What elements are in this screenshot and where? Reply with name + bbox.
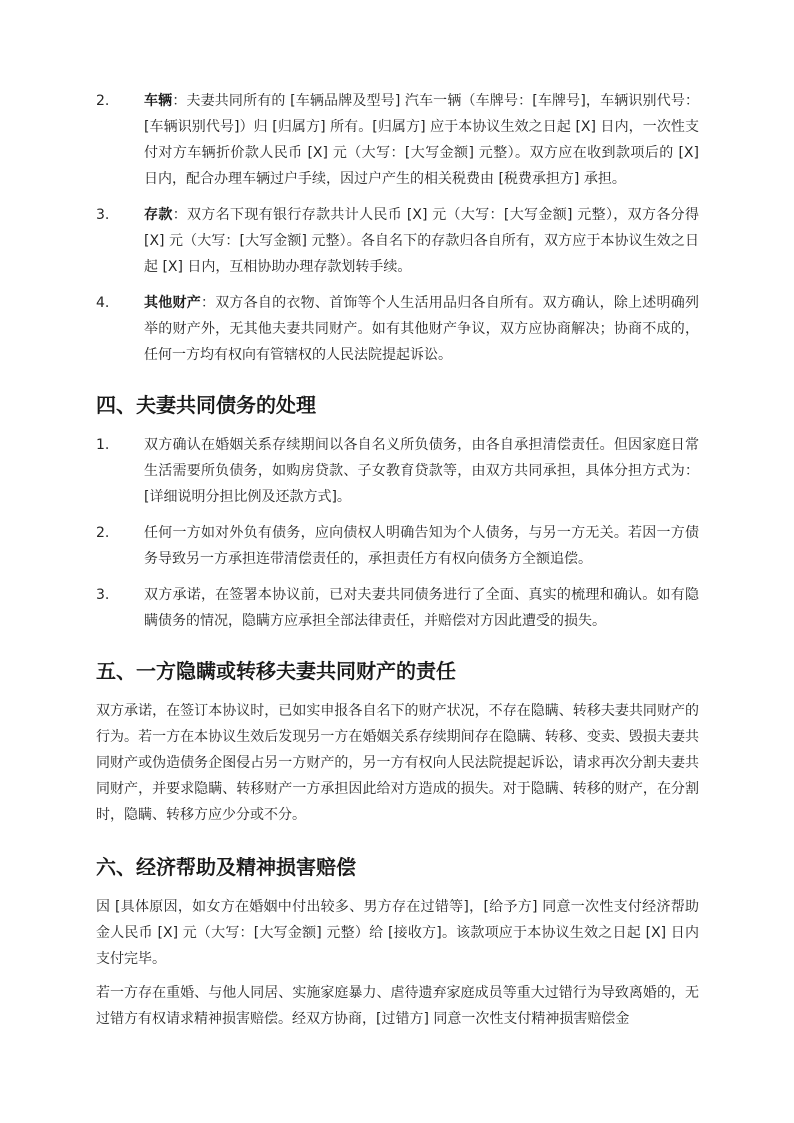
list-item (96, 432, 699, 510)
paragraph: 因 [具体原因，如女方在婚姻中付出较多、男方存在过错等]，[给予方] 同意一次性支付经济帮助金人民币 [X] 元（大写：[大写金额] 元整）给 [接收方]。该款项应于本协议生效之日起 [X] 日内支付完毕。 (96, 899, 699, 967)
item-number: 2. (96, 525, 110, 541)
item-text: 任何一方如对外负有债务，应向债权人明确告知为个人债务，与另一方无关。若因一方债务导致另一方承担连带清偿责任的，承担责任方有权向债务方全额追偿。 (144, 525, 699, 567)
item-text: ：夫妻共同所有的 [车辆品牌及型号] 汽车一辆（车牌号：[车牌号]，车辆识别代号：[车辆识别代号]）归 [归属方] 所有。[归属方] 应于本协议生效之日起 [X] 日内，一次性支付对方车辆折价款人民币 [X] 元（大写：[大写金额] 元整）。双方应在收到款项后的 [X] 日内，配合办理车辆过户手续，因过户产生的相关税费由 [税费承担方] 承担。 (144, 93, 700, 187)
item-title: 其他财产 (144, 295, 201, 311)
item-number: 4. (96, 295, 110, 311)
paragraph: 若一方存在重婚、与他人同居、实施家庭暴力、虐待遗弃家庭成员等重大过错行为导致离婚的，无过错方有权请求精神损害赔偿。经双方协商，[过错方] 同意一次性支付精神损害赔偿金 (96, 985, 699, 1027)
item-number: 1. (96, 437, 110, 453)
item-number: 3. (96, 207, 110, 223)
item-text: ：双方各自的衣物、首饰等个人生活用品归各自所有。双方确认，除上述明确列举的财产外，无其他夫妻共同财产。如有其他财产争议，双方应协商解决；协商不成的，任何一方均有权向有管辖权的人民法院提起诉讼。 (144, 295, 700, 363)
item-number: 3. (96, 587, 110, 603)
item-title: 存款 (144, 207, 173, 223)
item-text: 双方承诺，在签署本协议前，已对夫妻共同债务进行了全面、真实的梳理和确认。如有隐瞒债务的情况，隐瞒方应承担全部法律责任，并赔偿对方因此遭受的损失。 (144, 587, 699, 629)
document-page (96, 88, 699, 1040)
list-item (96, 582, 699, 634)
list-item (96, 88, 699, 192)
item-text: 双方确认在婚姻关系存续期间以各自名义所负债务，由各自承担清偿责任。但因家庭日常生活需要所负债务，如购房贷款、子女教育贷款等，由双方共同承担，具体分担方式为：[详细说明分担比例及还款方式]。 (144, 437, 699, 505)
item-title: 车辆 (144, 93, 173, 109)
list-item (96, 202, 699, 280)
list-item (96, 290, 699, 368)
section-heading: 四、夫妻共同债务的处理 (96, 393, 316, 417)
paragraph: 双方承诺，在签订本协议时，已如实申报各自名下的财产状况，不存在隐瞒、转移夫妻共同财产的行为。若一方在本协议生效后发现另一方在婚姻关系存续期间存在隐瞒、转移、变卖、毁损夫妻共同财产或伪造债务企图侵占另一方财产的，另一方有权向人民法院提起诉讼，请求再次分割夫妻共同财产，并要求隐瞒、转移财产一方承担因此给对方造成的损失。对于隐瞒、转移的财产，在分割时，隐瞒、转移方应少分或不分。 (96, 703, 699, 823)
item-text: ：双方名下现有银行存款共计人民币 [X] 元（大写：[大写金额] 元整），双方各分得 [X] 元（大写：[大写金额] 元整）。各自名下的存款归各自所有，双方应于本协议生效之日起 [X] 日内，互相协助办理存款划转手续。 (144, 207, 700, 275)
section-heading: 五、一方隐瞒或转移夫妻共同财产的责任 (96, 659, 456, 683)
section-heading: 六、经济帮助及精神损害赔偿 (96, 855, 356, 879)
list-item (96, 520, 699, 572)
item-number: 2. (96, 93, 110, 109)
